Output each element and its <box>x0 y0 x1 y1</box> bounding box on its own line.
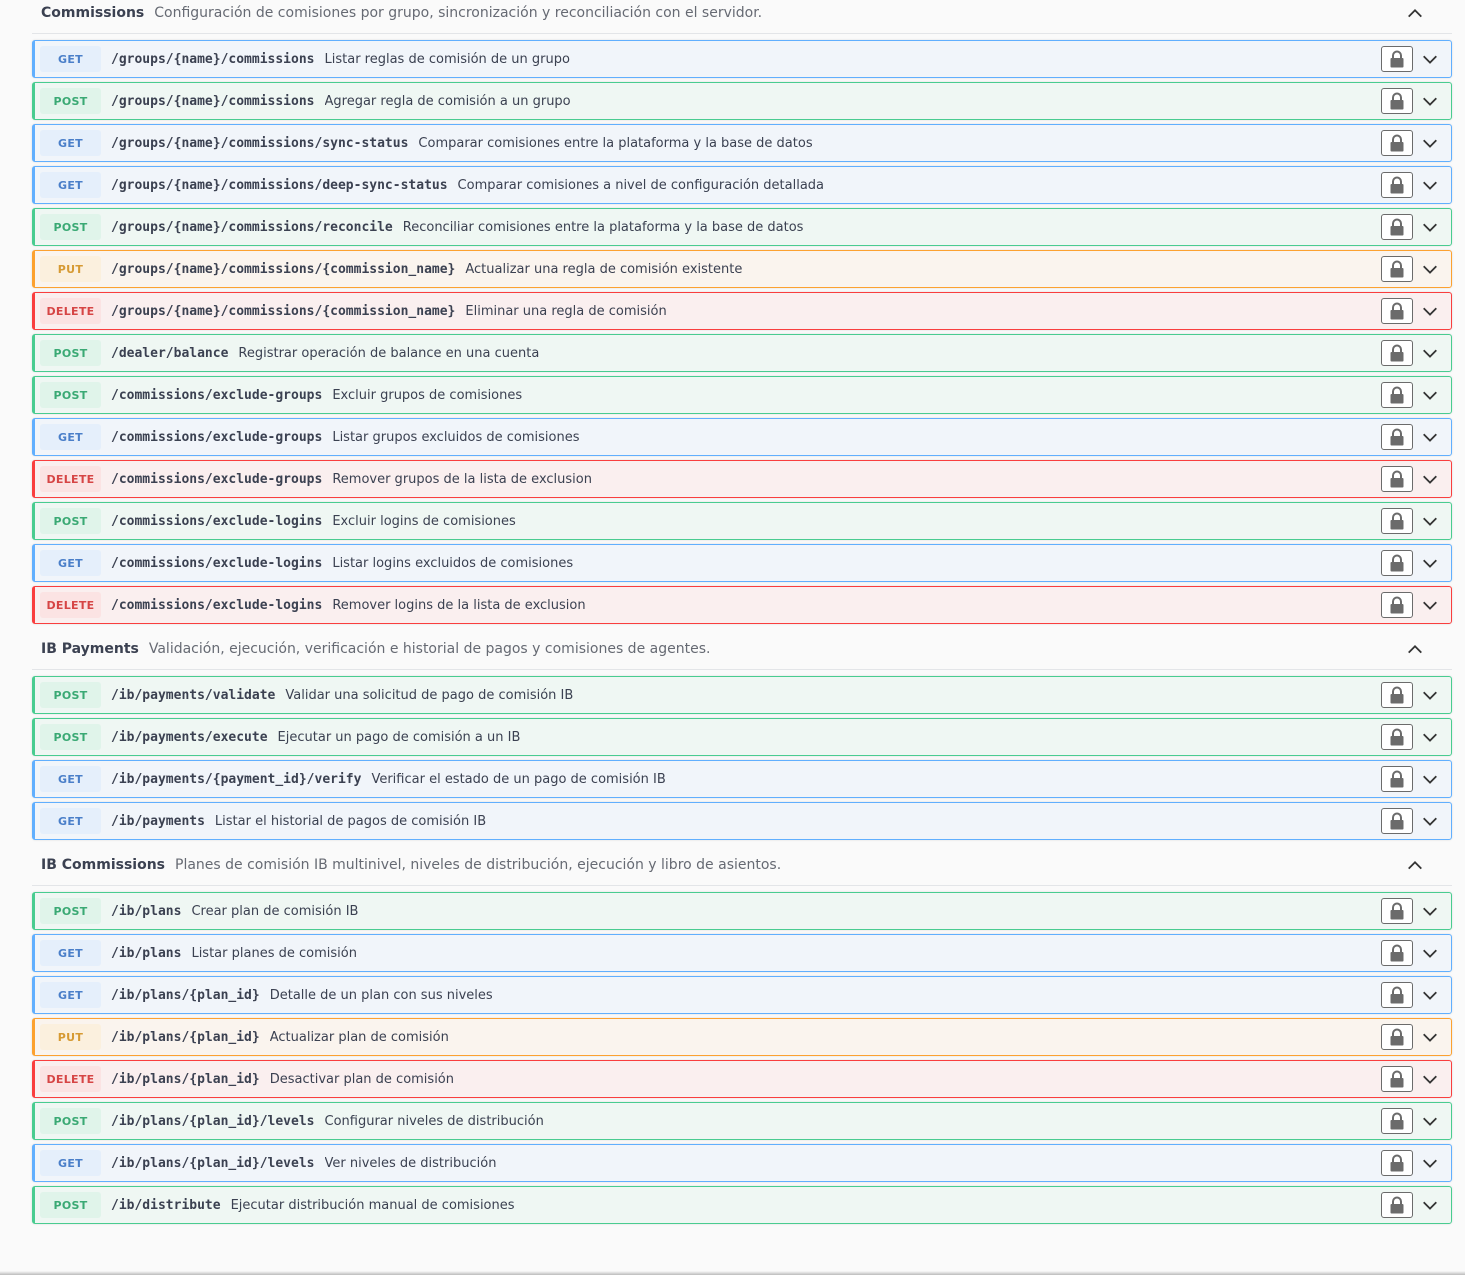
chevron-down-icon[interactable] <box>1419 90 1441 112</box>
operation-get[interactable] <box>32 802 1452 840</box>
operation-summary: Ver niveles de distribución <box>324 1155 497 1171</box>
operation-path: /ib/distribute <box>111 1197 221 1213</box>
operation-path: /groups/{name}/commissions/{commission_name} <box>111 303 456 319</box>
operation-summary: Listar logins excluidos de comisiones <box>332 555 574 571</box>
operation-summary: Excluir logins de comisiones <box>332 513 516 529</box>
lock-icon[interactable] <box>1381 256 1413 282</box>
chevron-down-icon[interactable] <box>1419 426 1441 448</box>
operation-path: /ib/plans/{plan_id} <box>111 987 260 1003</box>
chevron-down-icon[interactable] <box>1419 132 1441 154</box>
method-badge: GET <box>40 808 101 834</box>
operation-summary: Crear plan de comisión IB <box>191 903 359 919</box>
lock-icon[interactable] <box>1381 808 1413 834</box>
chevron-down-icon[interactable] <box>1419 810 1441 832</box>
lock-icon[interactable] <box>1381 172 1413 198</box>
operation-path: /ib/plans/{plan_id}/levels <box>111 1113 315 1129</box>
chevron-down-icon[interactable] <box>1419 258 1441 280</box>
method-badge: GET <box>40 46 101 72</box>
chevron-up-icon[interactable] <box>1404 638 1426 660</box>
operation-summary: Reconciliar comisiones entre la plataforma y la base de datos <box>402 219 804 235</box>
operation-summary: Ejecutar distribución manual de comisiones <box>230 1197 515 1213</box>
operation-summary: Agregar regla de comisión a un grupo <box>324 93 571 109</box>
operation-summary: Remover logins de la lista de exclusion <box>332 597 586 613</box>
chevron-down-icon[interactable] <box>1419 48 1441 70</box>
tag-description: Planes de comisión IB multinivel, niveles de distribución, ejecución y libro de asientos. <box>175 856 782 873</box>
chevron-down-icon[interactable] <box>1419 594 1441 616</box>
chevron-up-icon[interactable] <box>1404 854 1426 876</box>
operation-path: /ib/payments/{payment_id}/verify <box>111 771 362 787</box>
lock-icon[interactable] <box>1381 214 1413 240</box>
operation-summary: Configurar niveles de distribución <box>324 1113 544 1129</box>
operation-summary: Excluir grupos de comisiones <box>332 387 523 403</box>
method-badge: POST <box>40 340 101 366</box>
operation-get[interactable] <box>32 40 1452 78</box>
lock-icon[interactable] <box>1381 130 1413 156</box>
operation-path: /commissions/exclude-groups <box>111 387 323 403</box>
lock-icon[interactable] <box>1381 88 1413 114</box>
operation-post[interactable] <box>32 1102 1452 1140</box>
operation-path: /ib/payments/execute <box>111 729 268 745</box>
chevron-down-icon[interactable] <box>1419 174 1441 196</box>
operation-post[interactable] <box>32 502 1452 540</box>
method-badge: GET <box>40 550 101 576</box>
operation-summary: Validar una solicitud de pago de comisión IB <box>285 687 574 703</box>
operation-get[interactable] <box>32 166 1452 204</box>
operation-post[interactable] <box>32 676 1452 714</box>
method-badge: GET <box>40 1150 101 1176</box>
operation-path: /groups/{name}/commissions/deep-sync-status <box>111 177 448 193</box>
operation-get[interactable] <box>32 418 1452 456</box>
chevron-down-icon[interactable] <box>1419 1068 1441 1090</box>
operation-summary: Listar grupos excluidos de comisiones <box>332 429 580 445</box>
operation-path: /commissions/exclude-logins <box>111 597 323 613</box>
lock-icon[interactable] <box>1381 724 1413 750</box>
operation-put[interactable] <box>32 250 1452 288</box>
operation-summary: Actualizar plan de comisión <box>269 1029 449 1045</box>
operation-summary: Comparar comisiones a nivel de configuración detallada <box>457 177 825 193</box>
chevron-down-icon[interactable] <box>1419 942 1441 964</box>
tag-name: IB Commissions <box>41 856 166 873</box>
lock-icon[interactable] <box>1381 1150 1413 1176</box>
method-badge: GET <box>40 130 101 156</box>
operation-put[interactable] <box>32 1018 1452 1056</box>
chevron-down-icon[interactable] <box>1419 900 1441 922</box>
method-badge: GET <box>40 940 101 966</box>
lock-icon[interactable] <box>1381 592 1413 618</box>
operation-path: /commissions/exclude-groups <box>111 471 323 487</box>
method-badge: DELETE <box>40 1066 101 1092</box>
operation-delete[interactable] <box>32 586 1452 624</box>
operation-path: /ib/plans <box>111 945 182 961</box>
method-badge: POST <box>40 1108 101 1134</box>
chevron-down-icon[interactable] <box>1419 1152 1441 1174</box>
operation-path: /commissions/exclude-logins <box>111 513 323 529</box>
operation-summary: Detalle de un plan con sus niveles <box>269 987 493 1003</box>
operation-get[interactable] <box>32 934 1452 972</box>
method-badge: GET <box>40 424 101 450</box>
operation-summary: Listar planes de comisión <box>191 945 357 961</box>
operation-summary: Actualizar una regla de comisión existente <box>465 261 743 277</box>
lock-icon[interactable] <box>1381 898 1413 924</box>
lock-icon[interactable] <box>1381 424 1413 450</box>
chevron-down-icon[interactable] <box>1419 1026 1441 1048</box>
operation-get[interactable] <box>32 976 1452 1014</box>
lock-icon[interactable] <box>1381 46 1413 72</box>
tag-description: Validación, ejecución, verificación e historial de pagos y comisiones de agentes. <box>148 640 711 657</box>
operation-post[interactable] <box>32 892 1452 930</box>
tag-name: Commissions <box>41 4 145 21</box>
method-badge: POST <box>40 214 101 240</box>
method-badge: POST <box>40 1192 101 1218</box>
lock-icon[interactable] <box>1381 1066 1413 1092</box>
chevron-down-icon[interactable] <box>1419 1110 1441 1132</box>
tag-header[interactable] <box>32 844 1452 886</box>
tag-section <box>0 628 1465 840</box>
operation-post[interactable] <box>32 1186 1452 1224</box>
lock-icon[interactable] <box>1381 466 1413 492</box>
operation-get[interactable] <box>32 544 1452 582</box>
operation-get[interactable] <box>32 124 1452 162</box>
method-badge: DELETE <box>40 592 101 618</box>
operation-path: /groups/{name}/commissions/{commission_name} <box>111 261 456 277</box>
lock-icon[interactable] <box>1381 1192 1413 1218</box>
lock-icon[interactable] <box>1381 982 1413 1008</box>
tag-name: IB Payments <box>41 640 139 657</box>
chevron-down-icon[interactable] <box>1419 984 1441 1006</box>
operation-delete[interactable] <box>32 292 1452 330</box>
method-badge: GET <box>40 172 101 198</box>
operation-post[interactable] <box>32 376 1452 414</box>
chevron-down-icon[interactable] <box>1419 510 1441 532</box>
operation-summary: Listar el historial de pagos de comisión IB <box>214 813 487 829</box>
operation-summary: Verificar el estado de un pago de comisión IB <box>371 771 666 787</box>
operation-get[interactable] <box>32 760 1452 798</box>
operation-summary: Comparar comisiones entre la plataforma y la base de datos <box>418 135 813 151</box>
chevron-down-icon[interactable] <box>1419 1194 1441 1216</box>
operation-path: /groups/{name}/commissions/sync-status <box>111 135 409 151</box>
operation-path: /commissions/exclude-logins <box>111 555 323 571</box>
method-badge: POST <box>40 898 101 924</box>
operation-summary: Eliminar una regla de comisión <box>465 303 667 319</box>
operation-path: /ib/plans/{plan_id} <box>111 1071 260 1087</box>
chevron-down-icon[interactable] <box>1419 216 1441 238</box>
chevron-down-icon[interactable] <box>1419 384 1441 406</box>
operation-summary: Ejecutar un pago de comisión a un IB <box>277 729 521 745</box>
chevron-down-icon[interactable] <box>1419 300 1441 322</box>
viewport-bottom-edge <box>0 1271 1465 1275</box>
method-badge: PUT <box>40 256 101 282</box>
operation-post[interactable] <box>32 718 1452 756</box>
operation-path: /ib/payments/validate <box>111 687 276 703</box>
operation-path: /ib/payments <box>111 813 205 829</box>
lock-icon[interactable] <box>1381 508 1413 534</box>
operation-path: /commissions/exclude-groups <box>111 429 323 445</box>
lock-icon[interactable] <box>1381 1024 1413 1050</box>
tag-description: Configuración de comisiones por grupo, sincronización y reconciliación con el servidor. <box>154 4 763 21</box>
lock-icon[interactable] <box>1381 298 1413 324</box>
tag-section <box>0 844 1465 1224</box>
chevron-down-icon[interactable] <box>1419 342 1441 364</box>
operation-summary: Registrar operación de balance en una cuenta <box>238 345 540 361</box>
method-badge: POST <box>40 88 101 114</box>
tag-section <box>0 0 1465 624</box>
chevron-down-icon[interactable] <box>1419 726 1441 748</box>
chevron-down-icon[interactable] <box>1419 684 1441 706</box>
method-badge: POST <box>40 724 101 750</box>
lock-icon[interactable] <box>1381 340 1413 366</box>
operation-path: /groups/{name}/commissions/reconcile <box>111 219 393 235</box>
chevron-down-icon[interactable] <box>1419 552 1441 574</box>
operation-get[interactable] <box>32 1144 1452 1182</box>
tag-header[interactable] <box>32 0 1452 34</box>
lock-icon[interactable] <box>1381 382 1413 408</box>
tag-header[interactable] <box>32 628 1452 670</box>
chevron-down-icon[interactable] <box>1419 768 1441 790</box>
operation-post[interactable] <box>32 334 1452 372</box>
chevron-down-icon[interactable] <box>1419 468 1441 490</box>
operation-summary: Listar reglas de comisión de un grupo <box>324 51 570 67</box>
operation-path: /dealer/balance <box>111 345 229 361</box>
operation-summary: Desactivar plan de comisión <box>269 1071 454 1087</box>
lock-icon[interactable] <box>1381 550 1413 576</box>
operation-path: /groups/{name}/commissions <box>111 93 315 109</box>
lock-icon[interactable] <box>1381 682 1413 708</box>
operation-path: /ib/plans/{plan_id}/levels <box>111 1155 315 1171</box>
method-badge: DELETE <box>40 298 101 324</box>
operation-post[interactable] <box>32 82 1452 120</box>
operation-path: /ib/plans/{plan_id} <box>111 1029 260 1045</box>
method-badge: GET <box>40 982 101 1008</box>
method-badge: PUT <box>40 1024 101 1050</box>
operation-post[interactable] <box>32 208 1452 246</box>
method-badge: DELETE <box>40 466 101 492</box>
lock-icon[interactable] <box>1381 766 1413 792</box>
operation-delete[interactable] <box>32 1060 1452 1098</box>
operation-path: /ib/plans <box>111 903 182 919</box>
operation-path: /groups/{name}/commissions <box>111 51 315 67</box>
method-badge: GET <box>40 766 101 792</box>
chevron-up-icon[interactable] <box>1404 2 1426 24</box>
operation-delete[interactable] <box>32 460 1452 498</box>
operation-summary: Remover grupos de la lista de exclusion <box>332 471 592 487</box>
method-badge: POST <box>40 508 101 534</box>
lock-icon[interactable] <box>1381 940 1413 966</box>
method-badge: POST <box>40 382 101 408</box>
method-badge: POST <box>40 682 101 708</box>
lock-icon[interactable] <box>1381 1108 1413 1134</box>
